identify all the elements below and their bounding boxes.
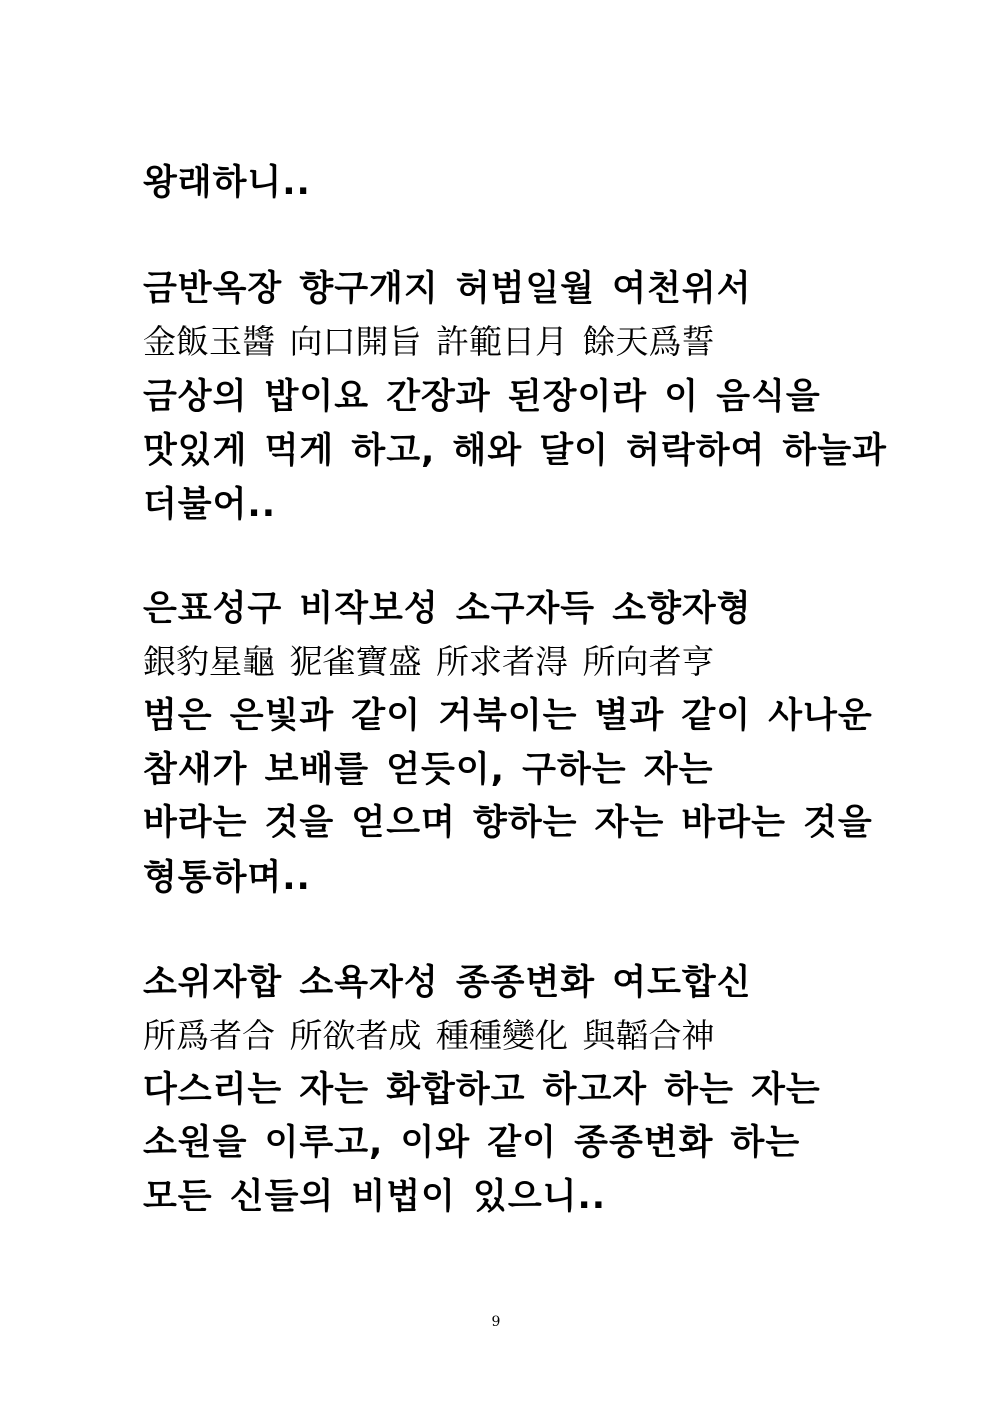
stanza-1-hanja-line: 金飯玉醬 向口開旨 許範日月 餘天爲誓 bbox=[143, 322, 715, 361]
page-number: 9 bbox=[491, 1314, 501, 1330]
stanza-3-korean-heading: 소위자합 소욕자성 종종변화 여도합신 bbox=[143, 963, 752, 1003]
stanza-3-hanja-line: 所爲者合 所欲者成 種種變化 與韜合神 bbox=[143, 1016, 715, 1055]
stanza-2-translation-line-3: 바라는 것을 얻으며 향하는 자는 바라는 것을 bbox=[143, 803, 873, 843]
stanza-1-translation-line-2: 맛있게 먹게 하고, 해와 달이 허락하여 하늘과 bbox=[143, 431, 887, 471]
stanza-3-translation-line-2: 소원을 이루고, 이와 같이 종종변화 하는 bbox=[143, 1123, 801, 1163]
stanza-1-korean-heading: 금반옥장 향구개지 허범일월 여천위서 bbox=[143, 269, 752, 309]
stanza-2-korean-heading: 은표성구 비작보성 소구자득 소향자형 bbox=[143, 589, 752, 629]
stanza-2-translation-line-1: 범은 은빛과 같이 거북이는 별과 같이 사나운 bbox=[143, 696, 873, 736]
stanza-2-translation-line-4: 형통하며.. bbox=[143, 858, 311, 898]
intro-line: 왕래하니.. bbox=[143, 163, 311, 203]
stanza-1-translation-line-3: 더불어.. bbox=[143, 485, 277, 525]
stanza-2-hanja-line: 銀豹星龜 狔雀寶盛 所求者淂 所向者亨 bbox=[143, 642, 715, 681]
stanza-1-translation-line-1: 금상의 밥이요 간장과 된장이라 이 음식을 bbox=[143, 377, 821, 417]
stanza-3-translation-line-3: 모든 신들의 비법이 있으니.. bbox=[143, 1177, 607, 1217]
stanza-2-translation-line-2: 참새가 보배를 얻듯이, 구하는 자는 bbox=[143, 750, 714, 790]
stanza-3-translation-line-1: 다스리는 자는 화합하고 하고자 하는 자는 bbox=[143, 1070, 821, 1110]
